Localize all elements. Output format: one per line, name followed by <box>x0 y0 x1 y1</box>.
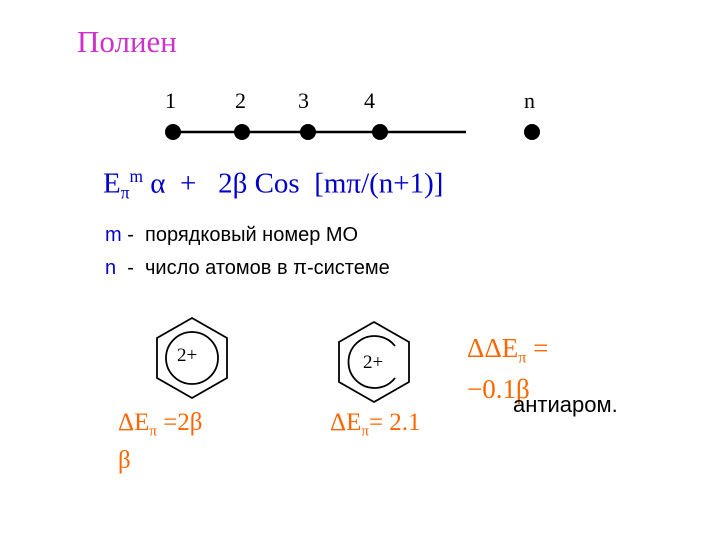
dde-prefix: ΔΔE <box>467 333 519 363</box>
definition-n <box>105 257 390 280</box>
dde-sub: π <box>518 348 527 367</box>
left-delta-line2: β <box>118 447 131 475</box>
definition-n-text: - число атомов в π-системе <box>116 257 390 279</box>
chain-atom-2 <box>234 124 250 140</box>
atom-label-1: 1 <box>165 88 176 113</box>
chain-atom-4 <box>372 124 388 140</box>
definition-m <box>105 224 358 247</box>
right-ring-charge: 2+ <box>363 352 384 373</box>
definition-m-text: - порядковый номер МО <box>121 224 359 246</box>
chain-atom-n <box>524 124 540 140</box>
antiaromatic-label: антиаром. <box>513 392 618 417</box>
left-delta-prefix: ΔE <box>118 409 150 436</box>
energy-formula <box>103 166 443 204</box>
atom-label-4: 4 <box>364 88 375 113</box>
left-delta-sub: π <box>149 423 157 440</box>
page-title: Полиен <box>77 24 177 59</box>
definition-n-symbol: n <box>105 257 117 279</box>
middle-delta-prefix: ΔE <box>330 409 362 436</box>
dde-line2: −0.1β <box>467 373 530 404</box>
left-ring-charge: 2+ <box>177 345 198 366</box>
formula-rest: α + 2β Cos [mπ/(n+1)] <box>150 167 444 200</box>
dde-value: = <box>526 333 549 363</box>
chain-atom-3 <box>300 124 316 140</box>
middle-delta-energy <box>330 408 421 446</box>
middle-delta-sub: π <box>361 423 369 440</box>
formula-sup: m <box>129 166 144 186</box>
chain-atom-1 <box>165 124 181 140</box>
formula-e: E <box>103 167 121 200</box>
atom-label-n: n <box>524 88 535 113</box>
left-delta-value: =2β <box>156 409 203 436</box>
formula-sub: π <box>120 182 130 203</box>
atom-label-3: 3 <box>298 88 309 113</box>
atom-label-2: 2 <box>235 88 246 113</box>
middle-delta-value: = 2.1 <box>368 409 421 436</box>
definition-m-symbol: m <box>105 224 122 246</box>
left-delta-energy <box>118 408 203 476</box>
